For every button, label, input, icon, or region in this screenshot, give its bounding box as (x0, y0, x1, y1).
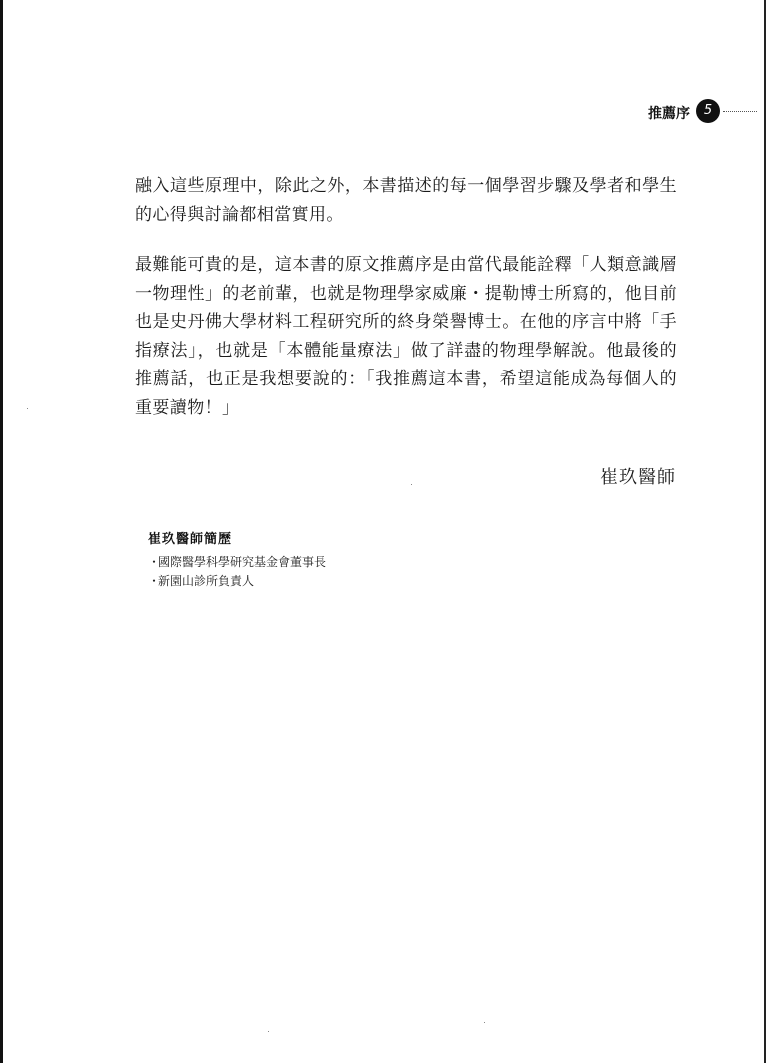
paragraph: 最難能可貴的是，這本書的原文推薦序是由當代最能詮釋「人類意識層一物理性」的老前輩，也就是物理學家威廉・提勒博士所寫的，他目前也是史丹佛大學材料工程研究所的終身榮譽博士。在他的序言中將「手指療法」，也就是「本體能量療法」做了詳盡的物理學解說。他最後的推薦話，也正是我想要說的：「我推薦這本書，希望這能成為每個人的重要讀物！」 (135, 255, 677, 418)
bio-item (148, 572, 508, 591)
scan-speck (484, 1022, 485, 1023)
section-title: 推薦序 (648, 106, 690, 122)
header-dotted-rule (723, 111, 757, 112)
bio-item-text: 國際醫學科學研究基金會董事長 (158, 555, 327, 569)
page-number-badge: 5 (696, 99, 720, 123)
body-text (135, 172, 677, 422)
scan-speck (268, 1031, 269, 1032)
running-header (560, 99, 760, 129)
paragraph: 融入這些原理中，除此之外，本書描述的每一個學習步驟及學者和學生的心得與討論都相當實用。 (135, 176, 677, 225)
scan-speck (411, 484, 412, 485)
scan-speck (27, 408, 28, 409)
scan-edge-left (0, 0, 3, 1063)
bio-item-text: 新園山診所負責人 (158, 574, 255, 588)
bullet-icon: ・ (148, 555, 161, 569)
author-signature: 崔玖醫師 (600, 467, 676, 488)
bio-heading: 崔玖醫師簡歷 (148, 532, 233, 547)
author-bio (148, 528, 508, 591)
bio-item (148, 553, 508, 572)
bullet-icon: ・ (148, 574, 161, 588)
bio-list (148, 553, 508, 591)
